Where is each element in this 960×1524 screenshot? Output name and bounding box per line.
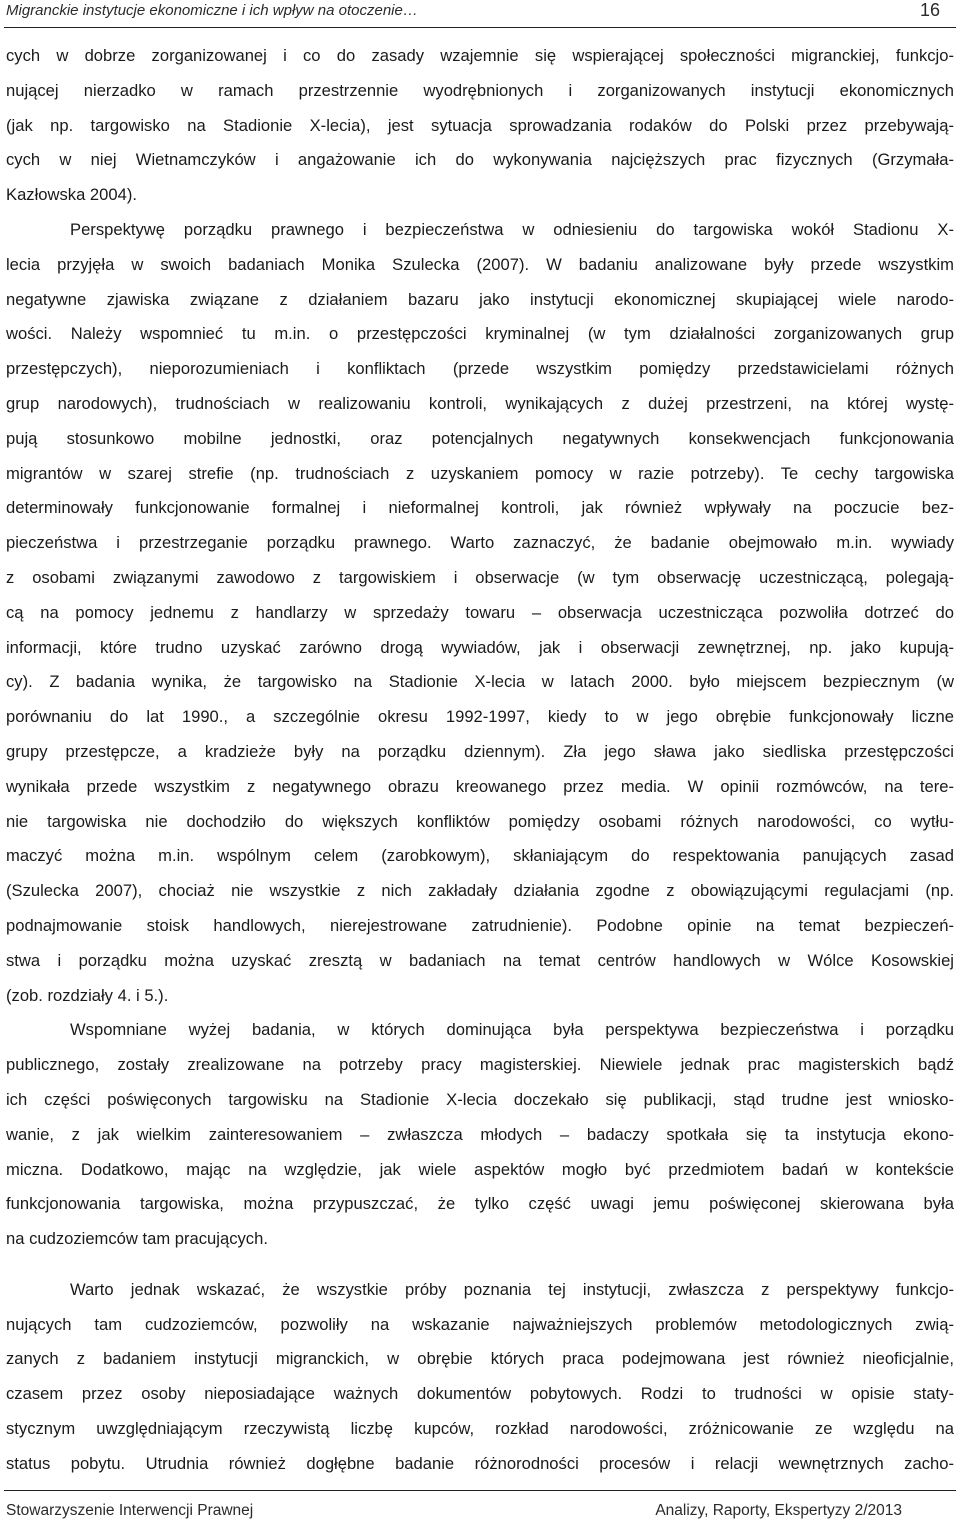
document-body <box>6 39 954 1482</box>
text-line: grupy przestępcze, a kradzieże były na porządku dziennym). Zła jego sława jako siedliska przestępczości <box>6 741 954 761</box>
footer-rule <box>4 1490 956 1491</box>
text-line: (jak np. targowisko na Stadionie X-lecia), jest sytuacja sprowadzania rodaków do Polski przez przebywają- <box>6 115 954 135</box>
text-line: negatywne zjawiska związane z działaniem bazaru jako instytucji ekonomicznej skupiającej wiele narodo- <box>6 289 954 309</box>
header-rule <box>4 27 956 28</box>
text-line: lecia przyjęła w swoich badaniach Monika Szulecka (2007). W badaniu analizowane były przede wszystkim <box>6 254 954 274</box>
text-line: Warto jednak wskazać, że wszystkie próby poznania tej instytucji, zwłaszcza z perspektywy funkcjo- <box>70 1279 954 1299</box>
text-line: podnajmowanie stoisk handlowych, nierejestrowane zatrudnienie). Podobne opinie na temat bezpieczeń- <box>6 915 954 935</box>
text-line: cych w niej Wietnamczyków i angażowanie ich do wykonywania najcięższych prac fizycznych (Grzymała- <box>6 150 954 170</box>
text-line: wości. Należy wspomnieć tu m.in. o przestępczości kryminalnej (w tym działalności zorganizowanych grup <box>6 324 954 344</box>
text-line: na cudzoziemców tam pracujących. <box>6 1229 268 1249</box>
text-line: z osobami związanymi zawodowo z targowiskiem i obserwacje (w tym obserwację uczestniczącą, polegają- <box>6 567 954 587</box>
running-title: Migranckie instytucje ekonomiczne i ich wpływ na otoczenie… <box>6 2 418 19</box>
text-line: (Szulecka 2007), chociaż nie wszystkie z nich zakładały działania zgodne z obowiązującymi regulacjami (np. <box>6 881 954 901</box>
text-line: Perspektywę porządku prawnego i bezpieczeństwa w odniesieniu do targowiska wokół Stadionu X- <box>70 219 954 239</box>
text-line: porównaniu do lat 1990., a szczególnie okresu 1992-1997, kiedy to w jego obrębie funkcjonowały liczne <box>6 707 954 727</box>
page-number: 16 <box>919 0 940 20</box>
paragraph <box>6 39 954 213</box>
text-line: czasem przez osoby nieposiadające ważnych dokumentów pobytowych. Rodzi to trudności w opisie staty- <box>6 1384 954 1404</box>
text-line: publicznego, zostały zrealizowane na potrzeby pracy magisterskiej. Niewiele jednak prac magisterskich bądź <box>6 1055 954 1075</box>
text-line: nującej nierzadko w ramach przestrzennie wyodrębnionych i zorganizowanych instytucji ekonomicznych <box>6 80 954 100</box>
text-line: (zob. rozdziały 4. i 5.). <box>6 985 169 1005</box>
text-line: funkcjonowania targowiska, można przypuszczać, że tylko część uwagi jemu poświęconej skierowana była <box>6 1194 954 1214</box>
text-line: miczna. Dodatkowo, mając na względzie, jak wiele aspektów mogło być przedmiotem badań w kontekście <box>6 1159 954 1179</box>
text-line: determinowały funkcjonowanie formalnej i nieformalnej kontroli, jak również wpływały na poczucie bez- <box>6 498 954 518</box>
text-line: status pobytu. Utrudnia również dogłębne badanie różnorodności procesów i relacji wewnętrznych zacho- <box>6 1453 954 1473</box>
text-line: przestępczych), nieporozumieniach i konfliktach (przede wszystkim pomiędzy przedstawicielami różnych <box>6 359 954 379</box>
series-name: Analizy, Raporty, Ekspertyzy 2/2013 <box>655 1502 902 1519</box>
text-line: migrantów w szarej strefie (np. trudnościach z uzyskaniem pomocy w razie potrzeby). Te cechy targowiska <box>6 463 954 483</box>
text-line: pują stosunkowo mobilne jednostki, oraz potencjalnych negatywnych konsekwencjach funkcjonowania <box>6 428 954 448</box>
text-line: zanych z badaniem instytucji migranckich, w obrębie których praca podejmowana jest również nieoficjalnie, <box>6 1349 954 1369</box>
text-line: Wspomniane wyżej badania, w których dominująca była perspektywa bezpieczeństwa i porządku <box>70 1020 954 1040</box>
text-line: grup narodowych), trudnościach w realizowaniu kontroli, wynikających z dużej przestrzeni, na której wystę- <box>6 393 954 413</box>
publisher-name: Stowarzyszenie Interwencji Prawnej <box>6 1502 254 1519</box>
text-line: pieczeństwa i przestrzeganie porządku prawnego. Warto zaznaczyć, że badanie obejmowało m.in. wywiady <box>6 533 954 553</box>
text-line: nujących tam cudzoziemców, pozwoliły na wskazanie najważniejszych problemów metodologicznych zwią- <box>6 1314 954 1334</box>
paragraph <box>6 1013 954 1257</box>
text-line: stwa i porządku można uzyskać zresztą w badaniach na temat centrów handlowych w Wólce Kosowskiej <box>6 950 954 970</box>
text-line: nie targowiska nie dochodziło do większych konfliktów pomiędzy osobami różnych narodowości, co wytłu- <box>6 811 954 831</box>
paragraph <box>6 213 954 1013</box>
text-line: maczyć można m.in. wspólnym celem (zarobkowym), skłaniającym do respektowania panujących zasad <box>6 846 954 866</box>
page-footer <box>0 1490 960 1524</box>
text-line: Kazłowska 2004). <box>6 185 137 205</box>
paragraph-gap <box>6 1257 954 1273</box>
text-line: cy). Z badania wynika, że targowisko na Stadionie X-lecia w latach 2000. było miejscem bezpiecznym (w <box>6 672 954 692</box>
text-line: ich części poświęconych targowisku na Stadionie X-lecia doczekało się publikacji, stąd trudne jest wniosko- <box>6 1089 954 1109</box>
text-line: cą na pomocy jednemu z handlarzy w sprzedaży towaru – obserwacja uczestnicząca pozwoliła dotrzeć do <box>6 602 954 622</box>
paragraph <box>6 1273 954 1482</box>
text-line: cych w dobrze zorganizowanej i co do zasady wzajemnie się wspierającej społeczności migranckiej, funkcjo- <box>6 46 954 65</box>
text-line: wynikała przede wszystkim z negatywnego obrazu kreowanego przez media. W opinii rozmówców, na tere- <box>6 776 954 796</box>
text-line: stycznym uwzględniającym rzeczywistą liczbę kupców, rozkład narodowości, zróżnicowanie ze względu na <box>6 1419 954 1439</box>
text-line: informacji, które trudno uzyskać zarówno drogą wywiadów, jak i obserwacji zewnętrznej, np. jako kupują- <box>6 637 954 657</box>
text-line: wanie, z jak wielkim zainteresowaniem – zwłaszcza młodych – badaczy spotkała się ta instytucja ekono- <box>6 1124 954 1144</box>
page-header <box>0 0 960 30</box>
